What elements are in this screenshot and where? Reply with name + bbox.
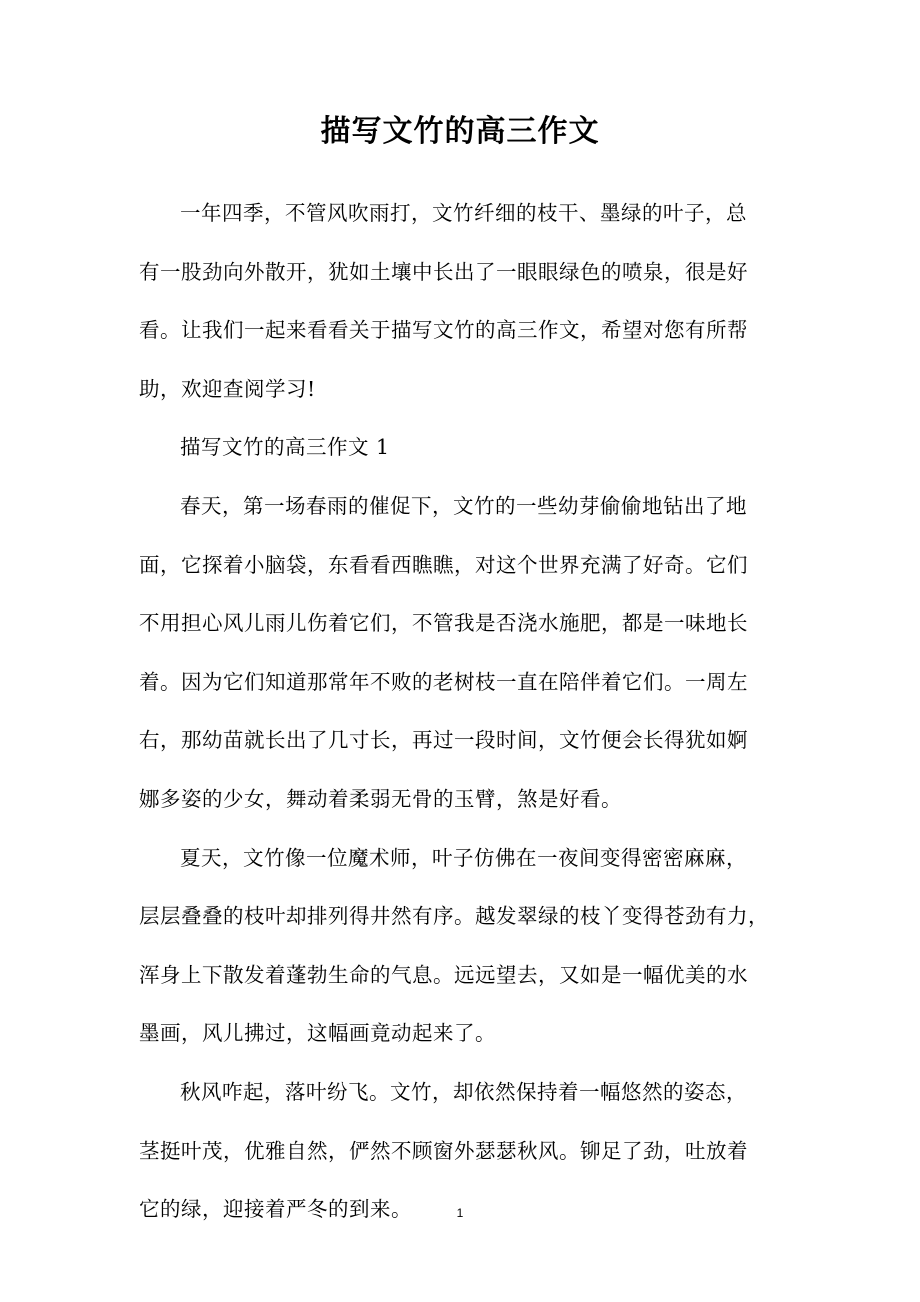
page-number: 1 — [456, 1206, 464, 1220]
paragraph-intro — [139, 184, 781, 418]
paragraph-line: 夏天，文竹像一位魔术师，叶子仿佛在一夜间变得密密麻麻， — [180, 845, 747, 870]
paragraph-line: 秋风咋起，落叶纷飞。文竹，却依然保持着一幅悠然的姿态， — [180, 1079, 747, 1104]
paragraph-line: 着。因为它们知道那常年不败的老树枝一直在陪伴着它们。一周左 — [139, 669, 748, 694]
paragraph-line: 墨画，风儿拂过，这幅画竟动起来了。 — [139, 1021, 496, 1046]
section-heading — [139, 418, 781, 477]
paragraph-line: 层层叠叠的枝叶却排列得井然有序。越发翠绿的枝丫变得苍劲有力， — [139, 904, 769, 929]
paragraph-line: 不用担心风儿雨儿伤着它们，不管我是否浇水施肥，都是一味地长 — [139, 611, 748, 636]
paragraph-spring — [139, 477, 781, 829]
document-body — [139, 184, 781, 1239]
paragraph-line: 娜多姿的少女，舞动着柔弱无骨的玉臂，煞是好看。 — [139, 786, 622, 811]
paragraph-line: 右，那幼苗就长出了几寸长，再过一段时间，文竹便会长得犹如婀 — [139, 728, 748, 753]
document-title: 描写文竹的高三作文 — [320, 114, 600, 149]
paragraph-summer — [139, 829, 781, 1063]
paragraph-line: 它的绿，迎接着严冬的到来。 — [139, 1197, 412, 1222]
paragraph-line: 面，它探着小脑袋，东看看西瞧瞧，对这个世界充满了好奇。它们 — [139, 552, 748, 577]
paragraph-line: 春天，第一场春雨的催促下，文竹的一些幼芽偷偷地钻出了地 — [180, 493, 747, 518]
paragraph-line: 看。让我们一起来看看关于描写文竹的高三作文，希望对您有所帮 — [139, 318, 748, 343]
paragraph-line: 浑身上下散发着蓬勃生命的气息。远远望去，又如是一幅优美的水 — [139, 962, 748, 987]
paragraph-line: 茎挺叶茂，优雅自然，俨然不顾窗外瑟瑟秋风。铆足了劲，吐放着 — [139, 1138, 748, 1163]
paragraph-line: 助，欢迎查阅学习! — [139, 376, 316, 401]
section-heading-text: 描写文竹的高三作文 1 — [180, 435, 390, 460]
paragraph-line: 有一股劲向外散开，犹如土壤中长出了一眼眼绿色的喷泉，很是好 — [139, 259, 748, 284]
paragraph-line: 一年四季，不管风吹雨打，文竹纤细的枝干、墨绿的叶子，总 — [180, 201, 747, 225]
